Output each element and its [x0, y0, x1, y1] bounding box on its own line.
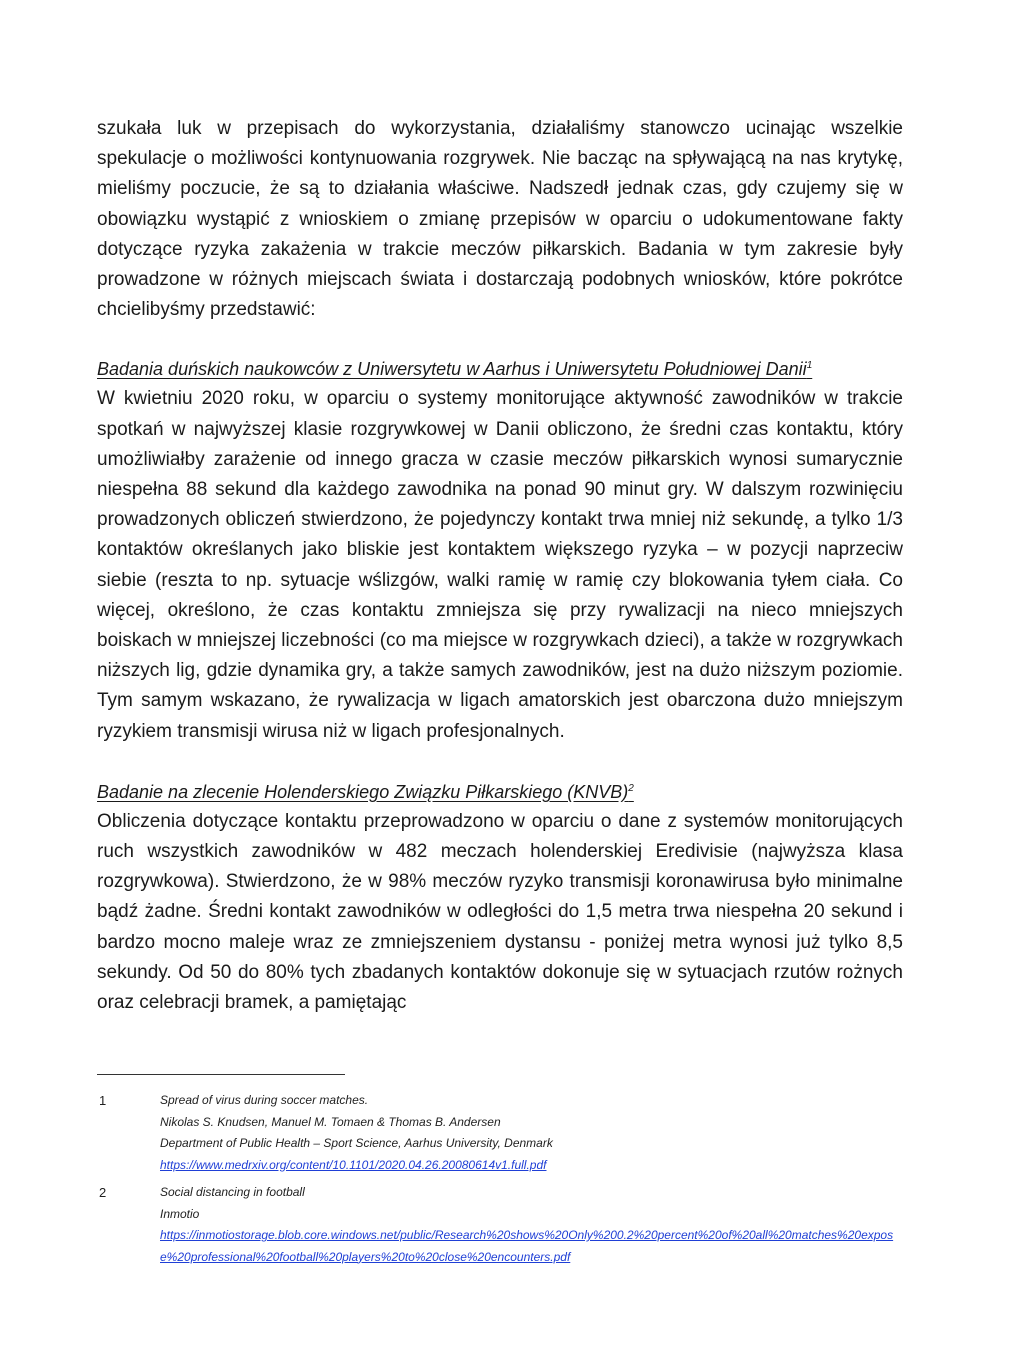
footnote-number: 1: [99, 1093, 107, 1108]
section-heading-text: Badania duńskich naukowców z Uniwersytetu w Aarhus i Uniwersytetu Południowej Danii: [97, 359, 807, 380]
footnotes: [97, 1090, 907, 1268]
footnote-affiliation: Department of Public Health – Sport Science, Aarhus University, Denmark: [160, 1136, 553, 1150]
footnote-reference[interactable]: 2: [628, 782, 634, 794]
footnote-title: Social distancing in football: [160, 1185, 305, 1199]
footnote-2: [97, 1182, 907, 1268]
document-body: [97, 114, 903, 1018]
footnote-1: [97, 1090, 907, 1176]
footnote-separator: [97, 1074, 345, 1075]
footnote-title: Spread of virus during soccer matches.: [160, 1093, 369, 1107]
footnote-authors: Inmotio: [160, 1206, 200, 1221]
footnote-link[interactable]: https://www.medrxiv.org/content/10.1101/2020.04.26.20080614v1.full.pdf: [160, 1157, 547, 1172]
footnote-reference[interactable]: 1: [806, 360, 813, 372]
footnote-number: 2: [99, 1185, 107, 1200]
footnote-link[interactable]: https://inmotiostorage.blob.core.windows.net/public/Research%20shows%20Only%200.2%20percent%20of%20all%20matches%20expose%20professional%20football%20players%20to%20close%20encounters.pdf: [160, 1228, 894, 1264]
footnote-authors: Nikolas S. Knudsen, Manuel M. Tomaen & Thomas B. Andersen: [160, 1114, 501, 1129]
section-body-knvb-study: Obliczenia dotyczące kontaktu przeprowadzono w oparciu o dane z systemów monitorujących ruch wszystkich zawodników w 482 meczach holenderskiej Eredivisie (najwyższa klasa rozgrywkowa). Stwierdzono, że w 98% meczów ryzyko transmisji koronawirusa było minimalne bądź żadne. Średni kontakt zawodników w odległości do 1,5 metra trwa niespełna 20 sekund i bardzo mocno maleje wraz ze zmniejszeniem dystansu - poniżej metra wynosi już tylko 8,5 sekundy. Od 50 do 80% tych zbadanych kontaktów dokonuje się w sytuacjach rzutów rożnych oraz celebracji bramek, a pamiętając: [97, 810, 903, 1014]
intro-paragraph: szukała luk w przepisach do wykorzystania, działaliśmy stanowczo ucinając wszelkie spekulacje o możliwości kontynuowania rozgrywek. Nie bacząc na spływającą na nas krytykę, mieliśmy poczucie, że są to działania właściwe. Nadszedł jednak czas, gdy czujemy się w obowiązku wystąpić z wnioskiem o zmianę przepisów w oparciu o udokumentowane fakty dotyczące ryzyka zakażenia w trakcie meczów piłkarskich. Badania w tym zakresie były prowadzone w różnych miejscach świata i dostarczają podobnych wniosków, które pokrótce chcielibyśmy przedstawić:: [97, 118, 903, 321]
section-body-danish-study: W kwietniu 2020 roku, w oparciu o systemy monitorujące aktywność zawodników w trakcie spotkań w najwyższej klasie rozgrywkowej w Danii obliczono, że średni czas kontaktu, który umożliwiałby zarażenie od innego gracza w czasie meczów piłkarskich wynosi sumarycznie niespełna 88 sekund dla każdego zawodnika na ponad 90 minut gry. W dalszym rozwinięciu prowadzonych obliczeń stwierdzono, że pojedynczy kontakt trwa mniej niż sekundę, a tylko 1/3 kontaktów określanych jako bliskie jest kontaktem większego ryzyka – w pozycji naprzeciw siebie (reszta to np. sytuacje wślizgów, walki ramię w ramię czy blokowania tyłem ciała. Co więcej, określono, że czas kontaktu zmniejsza się przy rywalizacji na nieco mniejszych boiskach w mniejszej liczebności (co ma miejsce w rozgrywkach dzieci), a także w rozgrywkach niższych lig, gdzie dynamika gry, a także samych zawodników, jest na dużo niższym poziomie. Tym samym wskazano, że rywalizacja w ligach amatorskich jest obarczona dużo mniejszym ryzykiem transmisji wirusa niż w ligach profesjonalnych.: [97, 388, 903, 742]
section-heading-danish-study: [97, 354, 903, 384]
section-heading-knvb-study: [97, 777, 903, 807]
section-heading-text: Badanie na zlecenie Holenderskiego Związku Piłkarskiego (KNVB): [97, 781, 629, 802]
